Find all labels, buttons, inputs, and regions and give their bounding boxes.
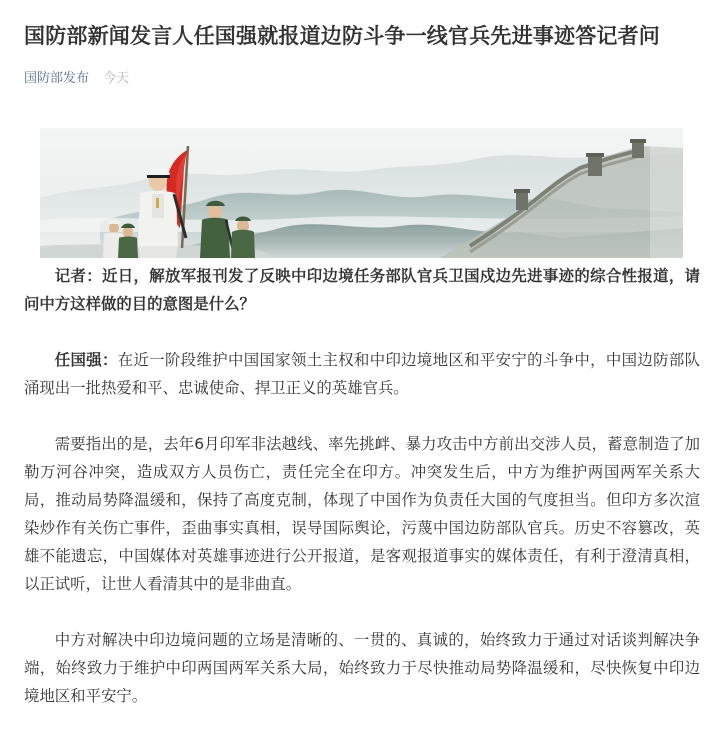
- answer-paragraph: [24, 346, 700, 402]
- question-speaker: 记者：: [54, 267, 103, 285]
- author-link[interactable]: 国防部发布: [24, 71, 90, 86]
- question-text: 近日，解放军报刊发了反映中印边境任务部队官兵卫国戍边先进事迹的综合性报道，请问中方这样做的目的意图是什么？: [24, 267, 700, 313]
- question-paragraph: [24, 262, 700, 318]
- article-meta: [24, 70, 700, 88]
- article-header: [24, 0, 700, 88]
- article-body: [24, 262, 700, 738]
- banner-image: [40, 128, 683, 258]
- article-title: 国防部新闻发言人任国强就报道边防斗争一线官兵先进事迹答记者问: [24, 24, 660, 48]
- body-paragraph-3: 中方对解决中印边境问题的立场是清晰的、一贯的、真诚的，始终致力于通过对话谈判解决争端，始终致力于维护中印两国两军关系大局，始终致力于尽快推动局势降温缓和，尽快恢复中印边境地区和平安宁。: [24, 631, 700, 705]
- answer-text: 在近一阶段维护中国国家领土主权和中印边境地区和平安宁的斗争中，中国边防部队涌现出一批热爱和平、忠诚使命、捍卫正义的英雄官兵。: [24, 351, 700, 397]
- body-paragraph-2: 需要指出的是，去年6月印军非法越线、率先挑衅、暴力攻击中方前出交涉人员，蓄意制造了加勒万河谷冲突，造成双方人员伤亡，责任完全在印方。冲突发生后，中方为维护两国两军关系大局，推动局势降温缓和，保持了高度克制，体现了中国作为负责任大国的气度担当。但印方多次渲染炒作有关伤亡事件，歪曲事实真相，误导国际舆论，污蔑中国边防部队官兵。历史不容篡改，英雄不能遗忘，中国媒体对英雄事迹进行公开报道，是客观报道事实的媒体责任，有利于澄清真相，以正试听，让世人看清其中的是非曲直。: [24, 435, 700, 593]
- answer-speaker: 任国强：: [54, 351, 118, 369]
- soldiers-great-wall-landscape-illustration-icon: [40, 128, 683, 258]
- publish-date: 今天: [103, 71, 130, 86]
